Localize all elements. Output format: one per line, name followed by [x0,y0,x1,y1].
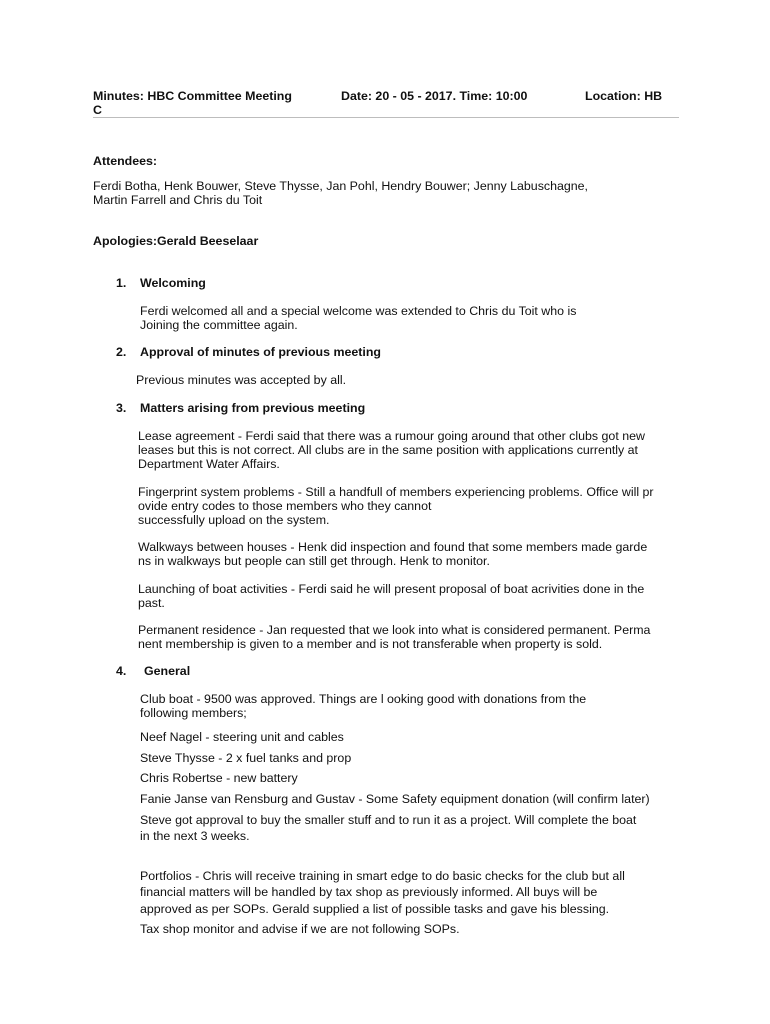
section-3-paragraph-line: ovide entry codes to those members who they cannot [138,499,432,513]
section-3-paragraph-line: Lease agreement - Ferdi said that there was a rumour going around that other clubs got new [138,429,645,443]
header-minutes: Minutes: HBC Committee Meeting [93,89,292,103]
section-3-paragraph-line: Department Water Affairs. [138,457,280,471]
section-3-paragraph-line: Walkways between houses - Henk did inspection and found that some members made garde [138,540,648,554]
header-date-time: Date: 20 - 05 - 2017. Time: 10:00 [341,89,528,103]
section-4-line: in the next 3 weeks. [140,829,250,843]
section-1-number: 1. [116,276,127,290]
section-1-title: Welcoming [140,276,206,290]
attendees-line-2: Martin Farrell and Chris du Toit [93,193,263,207]
section-3-paragraph-line: nent membership is given to a member and is not transferable when property is sold. [138,637,603,651]
section-3-paragraph-line: successfully upload on the system. [138,513,330,527]
attendees-line-1: Ferdi Botha, Henk Bouwer, Steve Thysse, Jan Pohl, Hendry Bouwer; Jenny Labuschagne, [93,179,588,193]
section-4-title: General [144,664,191,678]
section-4-line: Fanie Janse van Rensburg and Gustav - Some Safety equipment donation (will confirm later) [140,792,650,806]
section-1-line: Joining the committee again. [140,318,298,332]
section-4-number: 4. [116,664,127,678]
section-2-line: Previous minutes was accepted by all. [136,373,347,387]
section-4-line: Club boat - 9500 was approved. Things are l ooking good with donations from the [140,692,587,706]
header-location-wrap: C [93,103,102,117]
section-4-line: Tax shop monitor and advise if we are not following SOPs. [140,922,460,936]
section-4-line: Neef Nagel - steering unit and cables [140,730,344,744]
section-3-paragraph-line: past. [138,596,165,610]
section-4-line: Portfolios - Chris will receive training in smart edge to do basic checks for the club but all [140,869,625,883]
section-3-paragraph-line: Permanent residence - Jan requested that we look into what is considered permanent. Perma [138,623,651,637]
section-2-number: 2. [116,345,127,359]
section-4-line: Steve got approval to buy the smaller stuff and to run it as a project. Will complete the boat [140,813,637,827]
section-4-line: Steve Thysse - 2 x fuel tanks and prop [140,751,352,765]
section-3-paragraph-line: leases but this is not correct. All clubs are in the same position with applications currently at [138,443,638,457]
section-1-line: Ferdi welcomed all and a special welcome was extended to Chris du Toit who is [140,304,577,318]
section-4-line: approved as per SOPs. Gerald supplied a list of possible tasks and gave his blessing. [140,902,610,916]
section-3-paragraph-line: ns in walkways but people can still get through. Henk to monitor. [138,554,490,568]
section-3-paragraph-line: Launching of boat activities - Ferdi said he will present proposal of boat acrivities done in the [138,582,645,596]
section-2-title: Approval of minutes of previous meeting [140,345,381,359]
section-3-number: 3. [116,401,127,415]
section-4-line: financial matters will be handled by tax shop as previously informed. All buys will be [140,885,598,899]
section-4-line: following members; [140,706,247,720]
apologies: Apologies:Gerald Beeselaar [93,234,259,248]
attendees-heading: Attendees: [93,154,158,168]
header-location: Location: HB [585,89,663,103]
section-3-title: Matters arising from previous meeting [140,401,366,415]
header-divider [93,117,679,118]
section-3-paragraph-line: Fingerprint system problems - Still a handfull of members experiencing problems. Office will pr [138,485,654,499]
section-4-line: Chris Robertse - new battery [140,771,298,785]
